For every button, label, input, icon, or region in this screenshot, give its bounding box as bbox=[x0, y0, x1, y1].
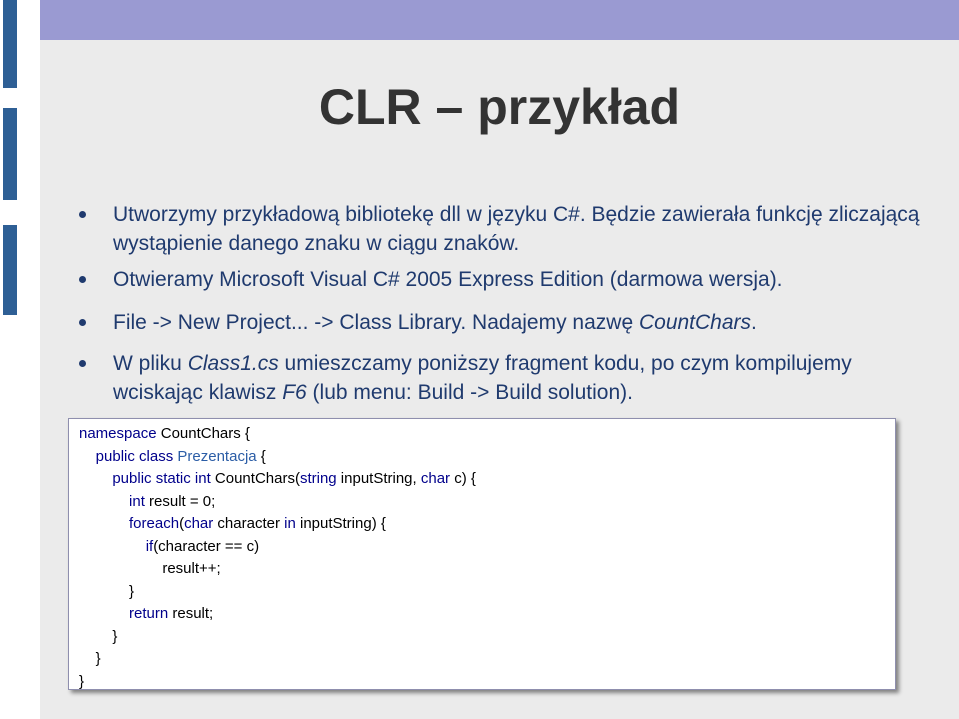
code-token: } bbox=[79, 582, 135, 600]
bullet-dot-icon bbox=[79, 211, 86, 218]
code-keyword: string bbox=[299, 470, 337, 487]
code-class-name: Prezentacja bbox=[177, 447, 257, 465]
code-token: CountChars( bbox=[210, 470, 300, 487]
bullet-text-italic: F6 bbox=[282, 381, 307, 404]
code-keyword: if bbox=[145, 537, 154, 555]
code-token: inputString) { bbox=[295, 515, 386, 532]
code-line bbox=[79, 626, 476, 649]
code-keyword: static bbox=[155, 470, 191, 487]
code-line bbox=[79, 558, 476, 581]
code-token bbox=[79, 605, 129, 622]
code-keyword: public bbox=[112, 470, 152, 487]
bullet-dot-icon bbox=[79, 276, 86, 283]
code-token: (character == c) bbox=[153, 537, 260, 555]
code-line bbox=[79, 581, 476, 604]
code-keyword: namespace bbox=[79, 425, 157, 442]
code-token: ( bbox=[179, 515, 185, 532]
code-line bbox=[79, 648, 476, 671]
bullet-text: umieszczamy poniższy fragment kodu, po czym kompilujemy wciskając klawisz bbox=[113, 352, 852, 404]
code-keyword: in bbox=[284, 515, 296, 532]
code-keyword: return bbox=[129, 605, 169, 622]
code-keyword: char bbox=[184, 515, 214, 532]
bullet-item bbox=[113, 265, 933, 294]
bullet-text: Otwieramy Microsoft Visual C# 2005 Express Edition (darmowa wersja). bbox=[113, 268, 783, 291]
bullet-text: File -> New Project... -> Class Library. Nadajemy nazwę bbox=[113, 311, 639, 334]
bullet-text: W pliku bbox=[113, 352, 188, 375]
code-listing bbox=[79, 423, 476, 693]
code-line bbox=[79, 603, 476, 626]
code-token: inputString, bbox=[336, 470, 421, 487]
code-line bbox=[79, 671, 476, 694]
bullet-text: . bbox=[751, 311, 757, 334]
code-token bbox=[79, 515, 129, 532]
code-keyword: char bbox=[420, 470, 451, 487]
code-token: result = 0; bbox=[144, 492, 216, 510]
bullet-item bbox=[113, 200, 933, 258]
code-token bbox=[79, 493, 129, 510]
bullet-text: Utworzymy przykładową bibliotekę dll w języku C#. Będzie zawierała funkcję zliczającą wystąpienie danego znaku w ciągu znaków. bbox=[113, 203, 920, 255]
code-token: c) { bbox=[450, 470, 476, 487]
code-line bbox=[79, 468, 476, 491]
code-token: } bbox=[79, 650, 101, 667]
bullet-text: (lub menu: Build -> Build solution). bbox=[306, 381, 633, 404]
bullet-dot-icon bbox=[79, 319, 86, 326]
code-keyword: foreach bbox=[129, 515, 180, 532]
code-keyword: class bbox=[139, 447, 174, 465]
code-token bbox=[79, 538, 146, 555]
code-line bbox=[79, 423, 476, 446]
bullet-text-italic: Class1.cs bbox=[187, 352, 279, 375]
slide-title: CLR – przykład bbox=[318, 79, 681, 135]
code-keyword: int bbox=[129, 492, 145, 510]
bullet-item bbox=[113, 349, 933, 407]
code-keyword: int bbox=[194, 470, 211, 487]
code-line bbox=[79, 446, 476, 469]
code-token: { bbox=[256, 447, 266, 465]
code-token: character bbox=[213, 515, 285, 532]
bullet-item bbox=[113, 308, 933, 337]
code-token: result; bbox=[168, 605, 214, 622]
code-keyword: public bbox=[95, 447, 135, 465]
bullet-text-italic: CountChars bbox=[638, 311, 752, 334]
code-line bbox=[79, 513, 476, 536]
code-token bbox=[79, 470, 112, 487]
code-line bbox=[79, 536, 476, 559]
code-token: } bbox=[79, 672, 85, 690]
code-token: CountChars { bbox=[156, 425, 250, 442]
code-token: } bbox=[79, 627, 118, 645]
code-block bbox=[68, 418, 896, 690]
code-line bbox=[79, 491, 476, 514]
code-token bbox=[79, 448, 96, 465]
code-token: result++; bbox=[79, 560, 221, 577]
bullet-dot-icon bbox=[79, 360, 86, 367]
